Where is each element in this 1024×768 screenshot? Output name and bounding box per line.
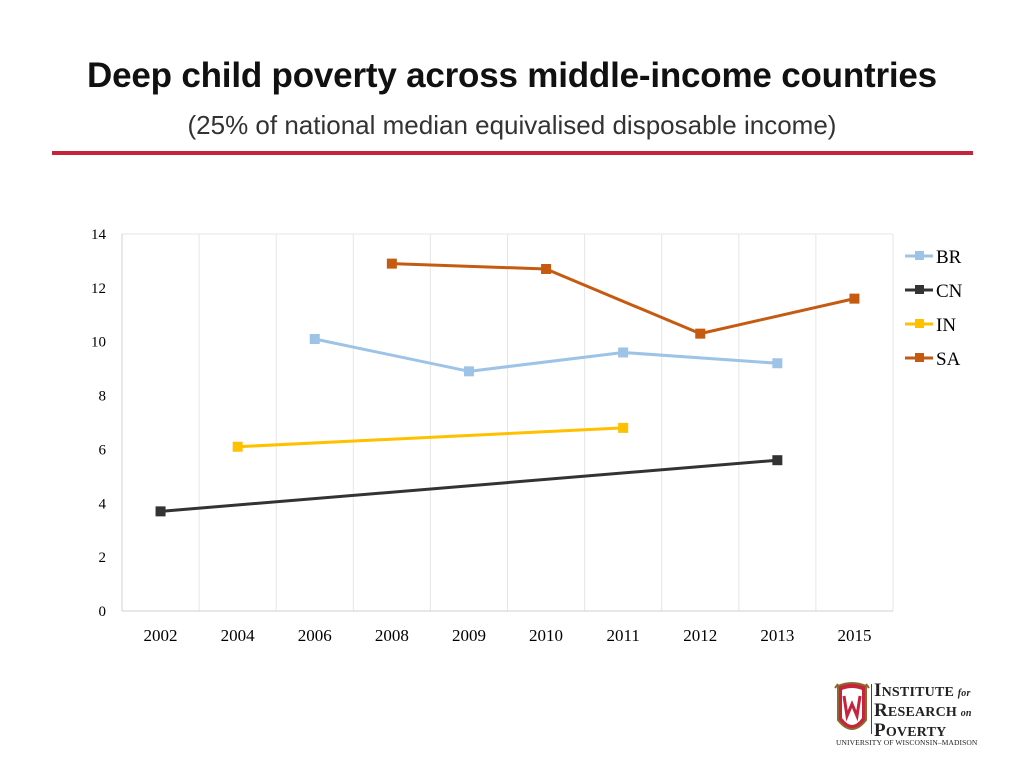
x-tick-label: 2008 <box>374 626 409 645</box>
y-tick-label: 12 <box>91 280 106 297</box>
logo-divider <box>871 684 872 734</box>
legend-marker-sa <box>915 353 924 362</box>
data-point-br <box>618 347 628 357</box>
data-point-sa <box>387 259 397 269</box>
x-tick-label: 2006 <box>297 626 332 645</box>
x-tick-label: 2010 <box>529 626 564 645</box>
data-point-br <box>310 334 320 344</box>
y-tick-label: 2 <box>98 550 106 567</box>
x-tick-label: 2015 <box>837 626 872 645</box>
series-line-cn <box>161 460 778 511</box>
data-point-br <box>464 366 474 376</box>
legend-label-in: IN <box>936 315 957 336</box>
logo-initial-2: R <box>874 700 888 721</box>
logo-wordmark <box>874 682 972 741</box>
y-tick-label: 8 <box>98 388 106 405</box>
y-tick-label: 4 <box>98 496 106 513</box>
x-tick-label: 2004 <box>220 626 255 645</box>
legend-label-cn: CN <box>936 281 963 302</box>
y-tick-label: 0 <box>98 604 106 620</box>
legend-marker-in <box>915 319 924 328</box>
legend-marker-br <box>915 251 924 260</box>
x-tick-label: 2013 <box>760 626 795 645</box>
logo-initial-3: P <box>874 720 886 741</box>
data-point-cn <box>156 506 166 516</box>
legend-marker-cn <box>915 285 924 294</box>
data-point-sa <box>695 329 705 339</box>
logo-suffix-2: on <box>960 708 972 719</box>
data-point-in <box>233 442 243 452</box>
y-tick-label: 10 <box>91 334 106 351</box>
series-line-br <box>315 339 778 371</box>
series-line-sa <box>392 264 855 334</box>
data-point-in <box>618 423 628 433</box>
logo-university: UNIVERSITY OF WISCONSIN–MADISON <box>836 738 978 747</box>
logo-word-1: NSTITUTE <box>881 685 955 700</box>
slide-title: Deep child poverty across middle-income countries <box>87 56 937 95</box>
legend-label-sa: SA <box>936 349 961 370</box>
data-point-sa <box>849 294 859 304</box>
logo-suffix-1: for <box>957 688 971 699</box>
data-point-br <box>772 358 782 368</box>
data-point-sa <box>541 264 551 274</box>
x-tick-label: 2002 <box>143 626 178 645</box>
logo-word-3: OVERTY <box>885 725 947 740</box>
legend-label-br: BR <box>936 247 962 268</box>
logo-initial-1: I <box>874 680 882 701</box>
slide-subtitle: (25% of national median equivalised disposable income) <box>187 110 837 140</box>
y-tick-label: 6 <box>98 442 106 459</box>
logo-word-2: ESEARCH <box>887 705 958 720</box>
data-point-cn <box>772 455 782 465</box>
x-tick-label: 2009 <box>451 626 486 645</box>
x-tick-label: 2011 <box>606 626 640 645</box>
y-tick-label: 14 <box>91 227 106 243</box>
x-tick-label: 2012 <box>683 626 718 645</box>
